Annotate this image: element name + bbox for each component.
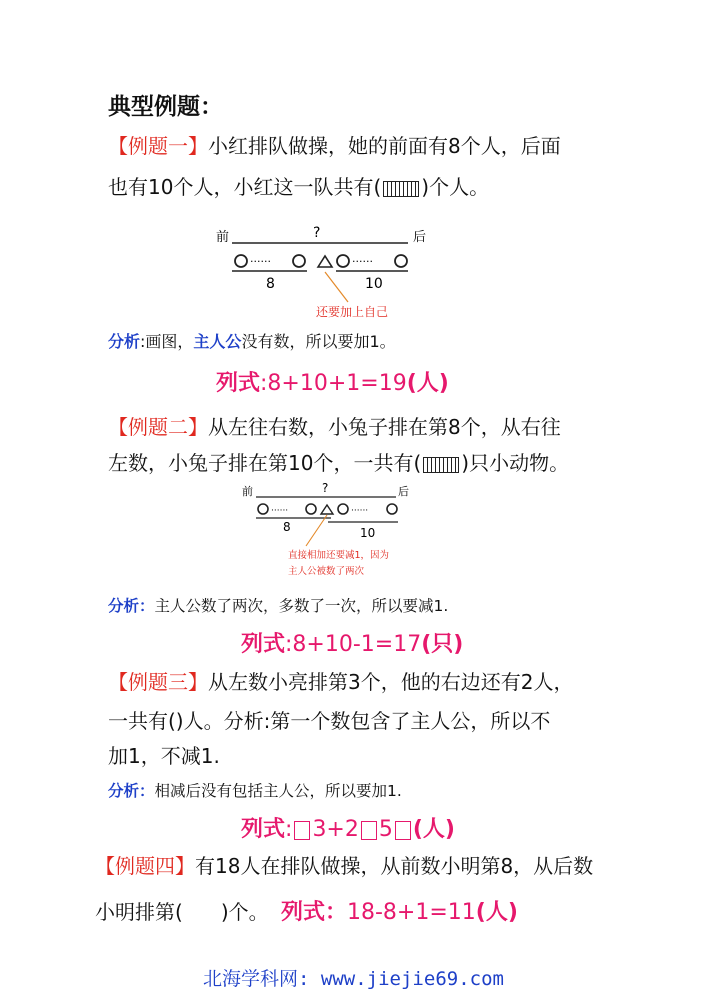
front-label: 前 [242,485,253,498]
formula-unit: (只) [421,632,464,657]
ex2-text2b: )只小动物。 [461,451,570,475]
diagram-note-1: 直接相加还要减1，因为 [288,550,390,561]
ex2-text1: 从左往右数，小兔子排在第8个，从右往 [208,415,561,439]
ex3-text1: 从左数小亮排第3个，他的右边还有2人， [208,670,574,694]
person-circle [293,255,305,267]
question-mark: ? [322,481,329,495]
diagram-note: 还要加上自己 [316,305,389,319]
formula-expression: 18-8+1=11 [347,900,476,925]
ex4-line2 [95,895,518,926]
ex1-line2 [108,171,489,200]
protagonist-triangle [321,505,333,514]
analysis-text-a: :画图， [140,332,194,351]
analysis-highlight: 主人公 [193,332,242,351]
formula-label: 列式： [280,900,347,925]
formula-expression: :8+10-1=17 [285,632,422,657]
formula-unit: (人) [475,900,518,925]
ex1-tag: 【例题一】 [108,134,208,158]
analysis-text-b: 没有数，所以要加1。 [241,332,396,351]
left-count: 8 [266,276,275,292]
ex2-line1 [108,411,561,440]
ex4-tag: 【例题四】 [95,854,195,878]
analysis-text: 相减后没有包括主人公，所以要加1. [154,782,402,800]
formula-label: 列式 [216,371,261,396]
ex2-formula [241,627,463,658]
person-circle [338,504,348,514]
question-mark: ? [313,225,321,241]
ex3-line3: 加1，不减1. [108,744,220,768]
protagonist-triangle [318,256,332,267]
dots: ······ [352,255,373,268]
ex1-text1: 小红排队做操，她的前面有8个人，后面 [208,134,561,158]
left-count: 8 [283,520,291,534]
page-heading: 典型例题： [108,94,223,120]
analysis-label: 分析 [108,332,141,351]
glyph-box [395,821,411,840]
dots: ······ [250,255,271,268]
ex2-line2 [108,447,569,476]
ex4-text2a: 小明排第( [95,900,183,924]
ex4-text1: 有18人在排队做操，从前数小明第8，从后数 [195,854,594,878]
formula-label: 列式 [241,632,286,657]
formula-result: 5 [378,817,393,842]
person-circle [258,504,268,514]
ex1-text2b: )个人。 [421,175,490,199]
person-circle [337,255,349,267]
diagram-note-2: 主人公被数了两次 [288,566,365,577]
ex3-line1 [108,666,573,695]
formula-colon: : [285,817,293,842]
ex3-tag: 【例题三】 [108,670,208,694]
formula-part: 3+2 [312,817,359,842]
footer-watermark: 北海学科网: www.jiejie69.com [203,968,504,990]
right-count: 10 [365,276,383,292]
ex4-text2b: )个。 [220,900,269,924]
back-label: 后 [398,485,409,498]
person-circle [306,504,316,514]
person-circle [395,255,407,267]
ex2-text2a: 左数，小兔子排在第10个，一共有( [108,451,422,475]
ex1-formula [216,366,449,397]
ex2-queue-diagram [236,478,476,583]
formula-unit: (人) [406,371,449,396]
ex2-analysis [108,594,448,616]
answer-blank-boxes [383,181,419,197]
answer-blank-boxes [423,457,459,473]
person-circle [387,504,397,514]
analysis-label: 分析： [108,597,155,615]
glyph-box [361,821,377,840]
pointer-line [325,272,348,302]
ex1-line1 [108,130,561,159]
ex3-line2: 一共有()人。分析:第一个数包含了主人公，所以不 [108,709,551,733]
ex1-text2a: 也有10个人，小红这一队共有( [108,175,382,199]
dots: ······ [271,506,289,516]
right-count: 10 [360,526,376,540]
glyph-box [294,821,310,840]
dots: ······ [351,506,369,516]
analysis-text: 主人公数了两次，多数了一次，所以要减1. [154,597,449,615]
back-label: 后 [413,230,427,245]
front-label: 前 [216,230,230,245]
ex3-analysis [108,779,402,801]
person-circle [235,255,247,267]
analysis-label: 分析： [108,782,155,800]
ex1-analysis [108,329,396,352]
formula-unit: (人) [412,817,455,842]
pointer-line [306,515,327,546]
ex3-formula [241,812,455,843]
ex4-line1 [95,850,593,879]
ex2-tag: 【例题二】 [108,415,208,439]
formula-expression: :8+10+1=19 [260,371,407,396]
formula-label: 列式 [241,817,286,842]
ex1-queue-diagram [210,220,440,320]
